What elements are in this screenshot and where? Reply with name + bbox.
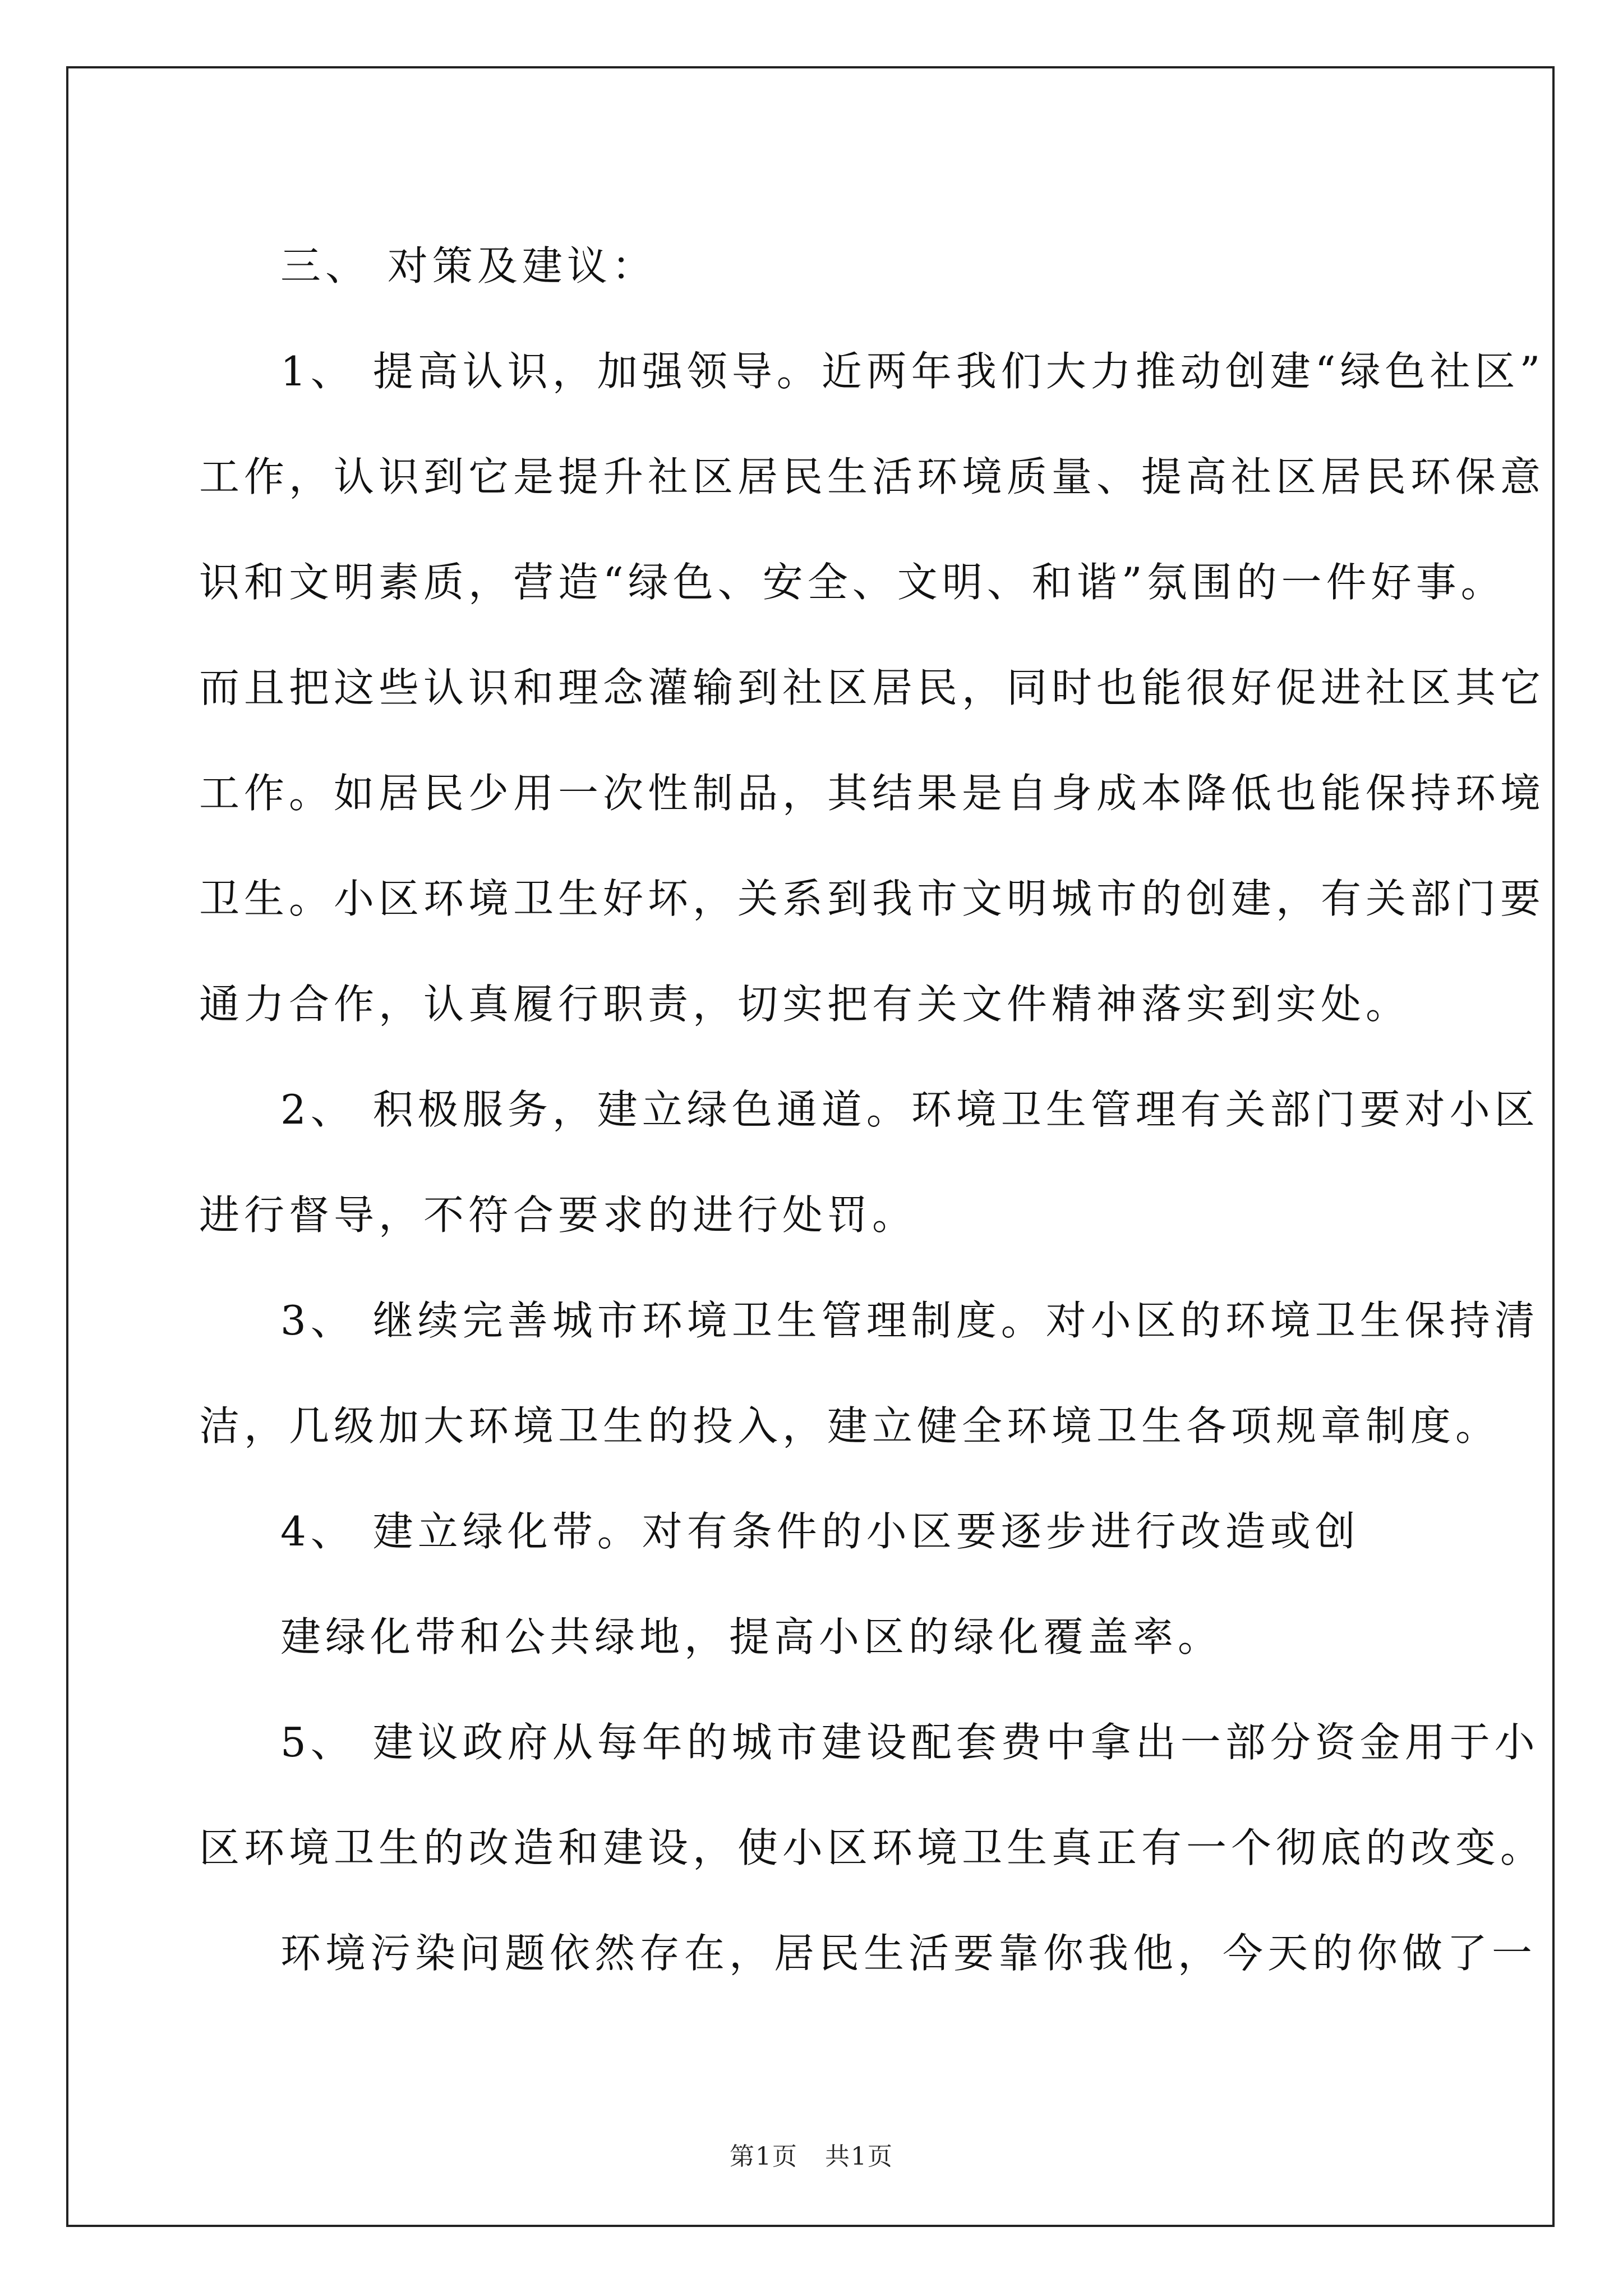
paragraph-line: 而且把这些认识和理念灌输到社区居民，同时也能很好促进社区其它 [199,664,1546,711]
paragraph-line: 工作。如居民少用一次性制品，其结果是自身成本降低也能保持环境 [199,770,1546,817]
paragraph-line: 识和文明素质，营造“绿色、安全、文明、和谐”氛围的一件好事。 [199,559,1506,606]
paragraph-line: 5、 建议政府从每年的城市建设配套费中拿出一部分资金用于小 [280,1719,1539,1766]
page-total: 共1页 [825,2142,893,2171]
section-heading: 三、 对策及建议： [280,242,657,289]
paragraph-line: 2、 积极服务，建立绿色通道。环境卫生管理有关部门要对小区 [280,1086,1539,1133]
paragraph-line: 工作，认识到它是提升社区居民生活环境质量、提高社区居民环保意 [199,453,1546,500]
paragraph-line: 进行督导，不符合要求的进行处罚。 [199,1191,917,1239]
paragraph-line: 洁，几级加大环境卫生的投入，建立健全环境卫生各项规章制度。 [199,1402,1501,1450]
paragraph-line: 通力合作，认真履行职责，切实把有关文件精神落实到实处。 [199,981,1411,1028]
paragraph-line: 建绿化带和公共绿地，提高小区的绿化覆盖率。 [280,1613,1223,1660]
document-body [199,213,1546,2006]
paragraph-line: 区环境卫生的改造和建设，使小区环境卫生真正有一个彻底的改变。 [199,1824,1546,1871]
paragraph-line: 4、 建立绿化带。对有条件的小区要逐步进行改造或创 [280,1508,1360,1555]
paragraph-line: 环境污染问题依然存在，居民生活要靠你我他，今天的你做了一 [280,1930,1537,1977]
paragraph-line: 1、 提高认识，加强领导。近两年我们大力推动创建“绿色社区” [280,348,1545,395]
page-number: 第1页 [730,2142,798,2171]
paragraph-line: 卫生。小区环境卫生好坏，关系到我市文明城市的创建，有关部门要 [199,875,1546,922]
page-footer [0,2136,1623,2172]
paragraph-line: 3、 继续完善城市环境卫生管理制度。对小区的环境卫生保持清 [280,1297,1539,1344]
